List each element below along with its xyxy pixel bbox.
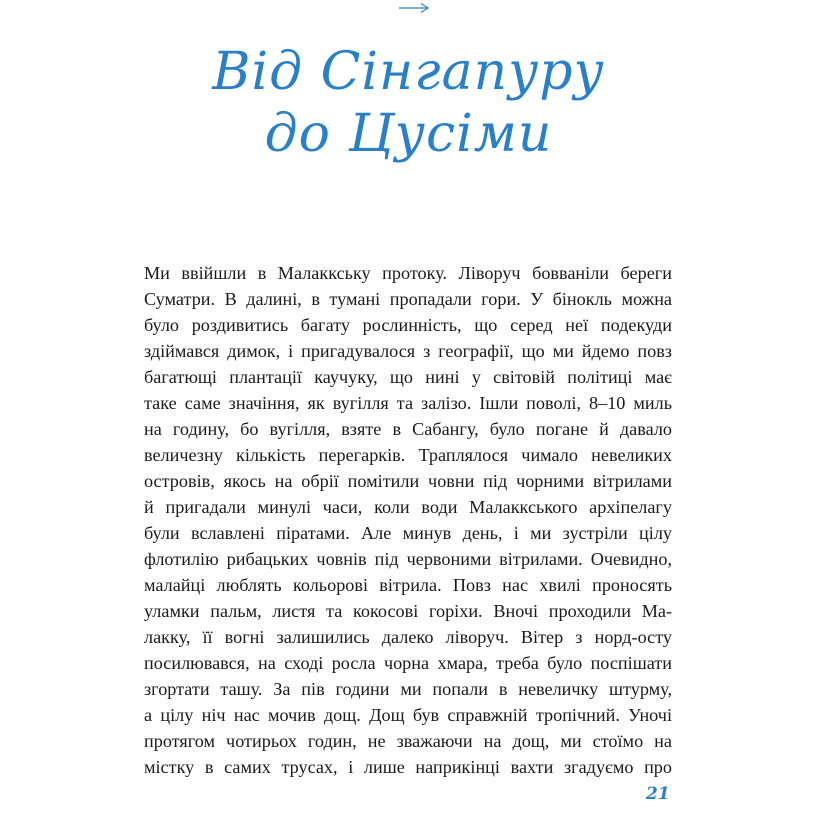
text-line: а цілу ніч нас мочив дощ. Дощ був справжній тропічний. Уночі xyxy=(144,705,672,725)
text-line: було роздивитись багату рослинність, що серед неї подекуди xyxy=(144,315,672,335)
text-line: флотилію рибацьких човнів під червоними вітрилами. Очевидно, xyxy=(144,549,672,569)
text-line: протягом чотирьох годин, не зважаючи на дощ, ми стоїмо на xyxy=(144,731,672,751)
text-line: малайці люблять кольорові вітрила. Повз нас хвилі проносять xyxy=(144,575,672,595)
text-line: здіймався димок, і пригадувалося з географії, що ми йдемо повз xyxy=(144,341,672,361)
text-line: таке саме значіння, як вугілля та залізо. Ішли поволі, 8–10 миль xyxy=(144,393,672,413)
text-line: були вславлені піратами. Але минув день, і ми зустріли цілу xyxy=(144,523,672,543)
text-line: величезну кількість перегарків. Траплялося чимало невеликих xyxy=(144,445,672,465)
chapter-title-line-1: Від Сінгапуру xyxy=(212,42,605,102)
chapter-title-line-2: до Цусіми xyxy=(264,104,553,164)
text-line: посилювався, на сході росла чорна хмара, треба було поспішати xyxy=(144,653,672,673)
text-line: багатющі плантації каучуку, що нині у світовій політиці має xyxy=(144,367,672,387)
text-line: островів, якось на обрії помітили човни під чорними вітрилами xyxy=(144,471,672,491)
text-line: Ми ввійшли в Малаккську протоку. Ліворуч бовваніли береги xyxy=(144,263,672,283)
text-line: й пригадали минулі часи, коли води Малаккського архіпелагу xyxy=(144,497,672,517)
text-line: лакку, її вогні залишились далеко ліворуч. Вітер з норд-осту xyxy=(144,627,672,647)
text-line: згортати ташу. За пів години ми попали в невеличку штурму, xyxy=(144,679,672,699)
text-line: на годину, бо вугілля, взяте в Сабангу, було погане й давало xyxy=(144,419,672,439)
arrow-right-icon xyxy=(398,2,430,14)
text-line: Суматри. В далині, в тумані пропадали гори. У бінокль можна xyxy=(144,289,672,309)
text-line: уламки пальм, листя та кокосові горіхи. Вночі проходили Ма- xyxy=(144,601,672,621)
page-number: 21 xyxy=(646,784,670,804)
body-text xyxy=(144,260,672,780)
text-line: містку в самих трусах, і лише наприкінці вахти згадуємо про xyxy=(144,757,672,777)
